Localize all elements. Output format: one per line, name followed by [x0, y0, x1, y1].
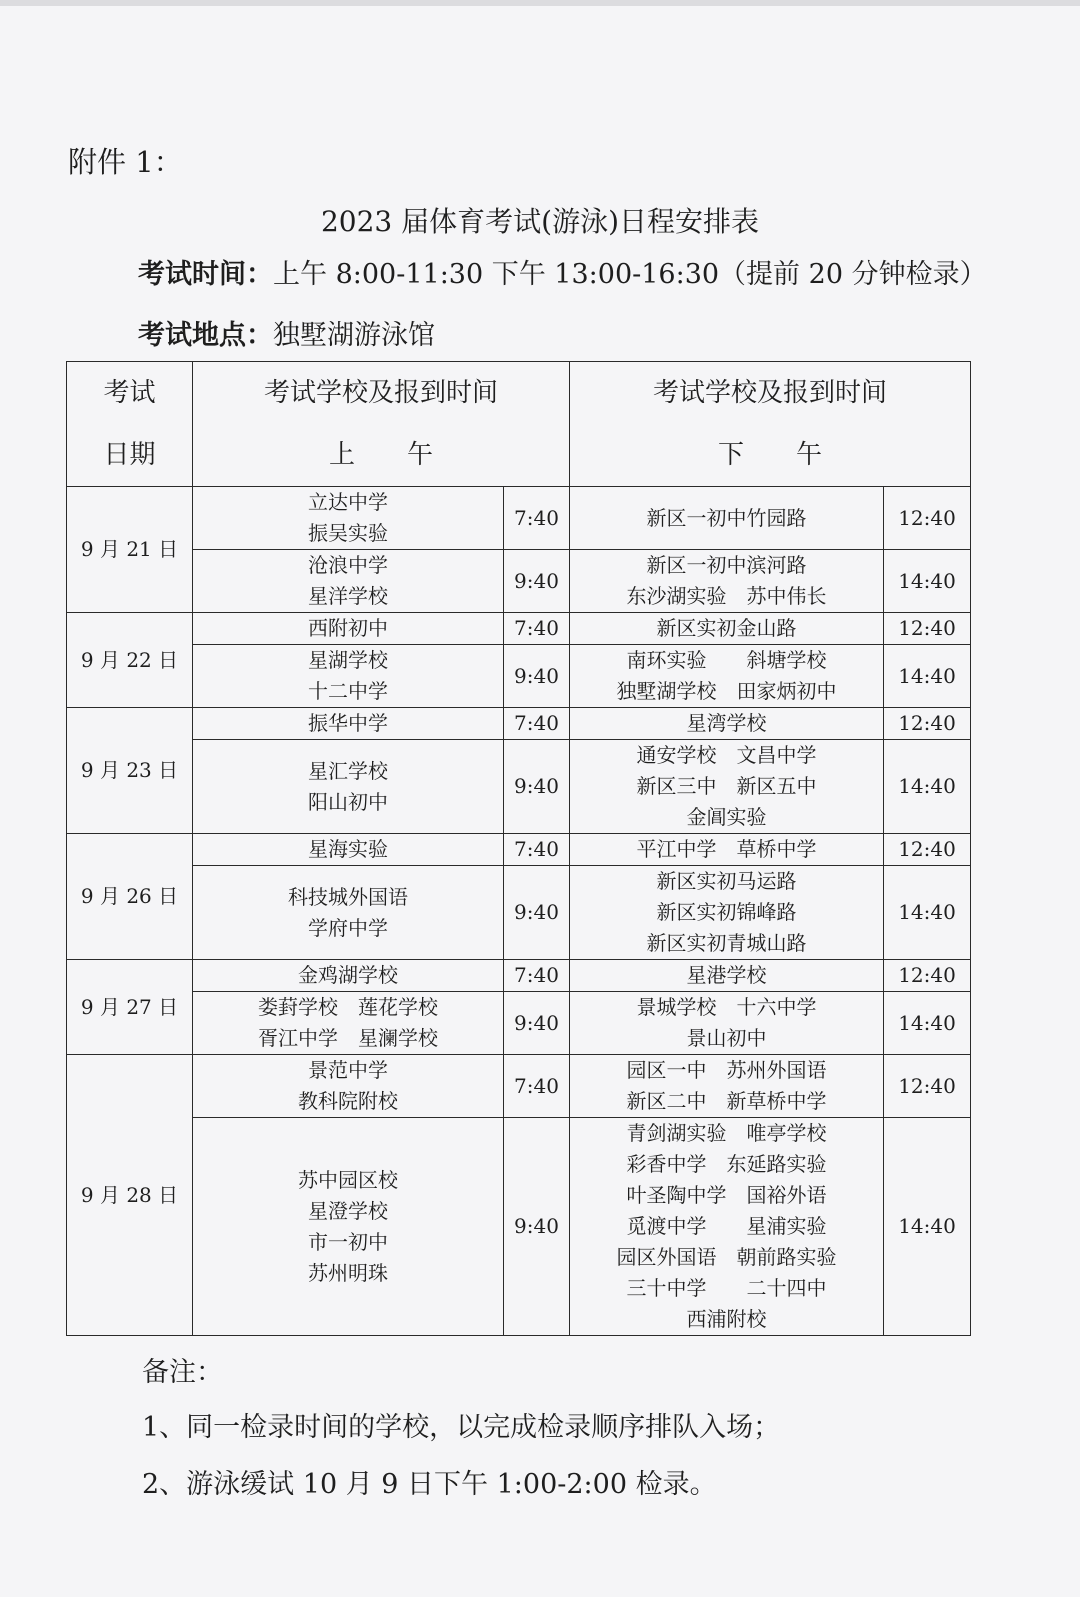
school-name: 阳山初中	[308, 789, 388, 814]
afternoon-schools-cell	[570, 960, 884, 992]
afternoon-checkin-time: 14:40	[884, 992, 971, 1055]
morning-checkin-time: 7:40	[504, 708, 570, 740]
exam-time-label: 考试时间：	[138, 259, 273, 290]
afternoon-checkin-time: 14:40	[884, 866, 971, 960]
header-morning: 考试学校及报到时间 上 午	[193, 362, 570, 487]
exam-time	[138, 252, 987, 291]
note-item: 2、游泳缓试 10 月 9 日下午 1:00-2:00 检录。	[142, 1469, 717, 1500]
header-date: 考试 日期	[67, 362, 193, 487]
school-name: 西浦附校	[686, 1307, 767, 1331]
table-row	[67, 1118, 971, 1336]
school-name: 娄葑学校 莲花学校	[258, 995, 438, 1019]
school-name: 新区一初中竹园路	[646, 505, 807, 530]
exam-date-cell: 9 月 23 日	[67, 708, 193, 834]
morning-checkin-time: 7:40	[504, 613, 570, 645]
school-name: 新区实初马运路	[656, 869, 797, 893]
document-title: 2023 届体育考试(游泳)日程安排表	[320, 205, 759, 238]
afternoon-checkin-time: 14:40	[884, 645, 971, 708]
school-name: 金阊实验	[686, 805, 767, 829]
school-name: 星湖学校	[308, 648, 388, 672]
morning-checkin-time: 9:40	[504, 645, 570, 708]
morning-checkin-time: 9:40	[504, 550, 570, 613]
table-row	[67, 487, 971, 550]
morning-checkin-time: 7:40	[504, 834, 570, 866]
afternoon-schools-cell	[570, 834, 884, 866]
exam-time-value: 上午 8:00-11:30 下午 13:00-16:30（提前 20 分钟检录）	[273, 259, 987, 290]
school-name: 三十中学 二十四中	[626, 1276, 827, 1300]
afternoon-schools-cell	[570, 487, 884, 550]
school-name: 平江中学 草桥中学	[636, 837, 817, 861]
notes-title: 备注：	[142, 1357, 223, 1388]
school-name: 星湾学校	[686, 711, 767, 735]
schedule-table	[66, 361, 971, 1336]
school-name: 苏中园区校	[298, 1167, 398, 1192]
afternoon-checkin-time: 12:40	[884, 487, 971, 550]
school-name: 科技城外国语	[288, 884, 408, 909]
morning-checkin-time: 9:40	[504, 740, 570, 834]
school-name: 彩香中学 东延路实验	[626, 1152, 827, 1176]
schedule-body	[67, 487, 971, 1336]
morning-schools-cell	[193, 487, 504, 550]
morning-schools-cell	[193, 708, 504, 740]
school-name: 南环实验 斜塘学校	[626, 648, 827, 672]
school-name: 星汇学校	[308, 758, 388, 783]
school-name: 学府中学	[308, 915, 388, 940]
school-name: 教科院附校	[298, 1089, 398, 1113]
exam-place-value: 独墅湖游泳馆	[273, 320, 435, 351]
exam-date-cell: 9 月 28 日	[67, 1055, 193, 1336]
school-name: 独墅湖学校 田家炳初中	[616, 679, 837, 703]
table-row	[67, 1055, 971, 1118]
morning-schools-cell	[193, 834, 504, 866]
school-name: 园区外国语 朝前路实验	[616, 1245, 837, 1269]
school-name: 金鸡湖学校	[298, 963, 398, 987]
afternoon-schools-cell	[570, 613, 884, 645]
exam-date-cell: 9 月 27 日	[67, 960, 193, 1055]
afternoon-checkin-time: 12:40	[884, 708, 971, 740]
school-name: 新区实初金山路	[656, 616, 797, 640]
afternoon-schools-cell	[570, 1118, 884, 1336]
school-name: 市一初中	[308, 1229, 388, 1254]
table-header-row	[67, 362, 971, 487]
table-row	[67, 613, 971, 645]
morning-checkin-time: 7:40	[504, 960, 570, 992]
school-name: 星海实验	[308, 837, 388, 861]
school-name: 新区二中 新草桥中学	[626, 1089, 827, 1113]
school-name: 新区一初中滨河路	[646, 553, 807, 577]
afternoon-checkin-time: 14:40	[884, 550, 971, 613]
top-border	[0, 0, 1080, 6]
school-name: 星港学校	[686, 963, 767, 987]
afternoon-checkin-time: 12:40	[884, 834, 971, 866]
school-name: 星澄学校	[308, 1198, 388, 1223]
afternoon-schools-cell	[570, 645, 884, 708]
school-name: 新区实初锦峰路	[656, 900, 797, 924]
morning-checkin-time: 9:40	[504, 866, 570, 960]
afternoon-schools-cell	[570, 866, 884, 960]
afternoon-schools-cell	[570, 708, 884, 740]
afternoon-checkin-time: 12:40	[884, 1055, 971, 1118]
afternoon-schools-cell	[570, 550, 884, 613]
morning-schools-cell	[193, 740, 504, 834]
attachment-label: 附件 1：	[68, 145, 183, 179]
morning-checkin-time: 9:40	[504, 1118, 570, 1336]
morning-schools-cell	[193, 645, 504, 708]
school-name: 立达中学	[308, 490, 388, 514]
school-name: 园区一中 苏州外国语	[626, 1058, 827, 1082]
school-name: 胥江中学 星澜学校	[258, 1026, 438, 1050]
table-row	[67, 866, 971, 960]
afternoon-schools-cell	[570, 992, 884, 1055]
school-name: 新区实初青城山路	[646, 931, 807, 955]
school-name: 青剑湖实验 唯亭学校	[626, 1121, 827, 1145]
afternoon-checkin-time: 12:40	[884, 960, 971, 992]
table-row	[67, 740, 971, 834]
afternoon-schools-cell	[570, 740, 884, 834]
morning-checkin-time: 7:40	[504, 1055, 570, 1118]
table-row	[67, 708, 971, 740]
table-row	[67, 645, 971, 708]
table-row	[67, 550, 971, 613]
afternoon-schools-cell	[570, 1055, 884, 1118]
morning-checkin-time: 9:40	[504, 992, 570, 1055]
school-name: 通安学校 文昌中学	[636, 743, 817, 767]
exam-date-cell: 9 月 21 日	[67, 487, 193, 613]
school-name: 振吴实验	[308, 521, 388, 545]
school-name: 景范中学	[308, 1058, 388, 1082]
school-name: 景城学校 十六中学	[636, 995, 817, 1019]
school-name: 十二中学	[308, 679, 388, 703]
table-row	[67, 960, 971, 992]
header-afternoon: 考试学校及报到时间 下 午	[570, 362, 971, 487]
table-row	[67, 992, 971, 1055]
morning-schools-cell	[193, 1118, 504, 1336]
exam-place	[138, 313, 435, 352]
exam-place-label: 考试地点：	[138, 320, 273, 351]
school-name: 苏州明珠	[308, 1260, 388, 1285]
school-name: 新区三中 新区五中	[636, 774, 817, 798]
afternoon-checkin-time: 12:40	[884, 613, 971, 645]
morning-checkin-time: 7:40	[504, 487, 570, 550]
morning-schools-cell	[193, 613, 504, 645]
school-name: 景山初中	[686, 1026, 767, 1050]
school-name: 沧浪中学	[308, 553, 388, 577]
school-name: 觅渡中学 星浦实验	[626, 1214, 827, 1238]
exam-date-cell: 9 月 26 日	[67, 834, 193, 960]
afternoon-checkin-time: 14:40	[884, 740, 971, 834]
morning-schools-cell	[193, 866, 504, 960]
morning-schools-cell	[193, 1055, 504, 1118]
school-name: 叶圣陶中学 国裕外语	[626, 1183, 827, 1207]
table-row	[67, 834, 971, 866]
school-name: 振华中学	[308, 711, 388, 735]
exam-date-cell: 9 月 22 日	[67, 613, 193, 708]
afternoon-checkin-time: 14:40	[884, 1118, 971, 1336]
school-name: 星洋学校	[308, 584, 388, 608]
school-name: 东沙湖实验 苏中伟长	[626, 584, 827, 608]
morning-schools-cell	[193, 960, 504, 992]
morning-schools-cell	[193, 992, 504, 1055]
school-name: 西附初中	[308, 616, 388, 640]
morning-schools-cell	[193, 550, 504, 613]
note-item: 1、同一检录时间的学校，以完成检录顺序排队入场；	[142, 1412, 781, 1443]
